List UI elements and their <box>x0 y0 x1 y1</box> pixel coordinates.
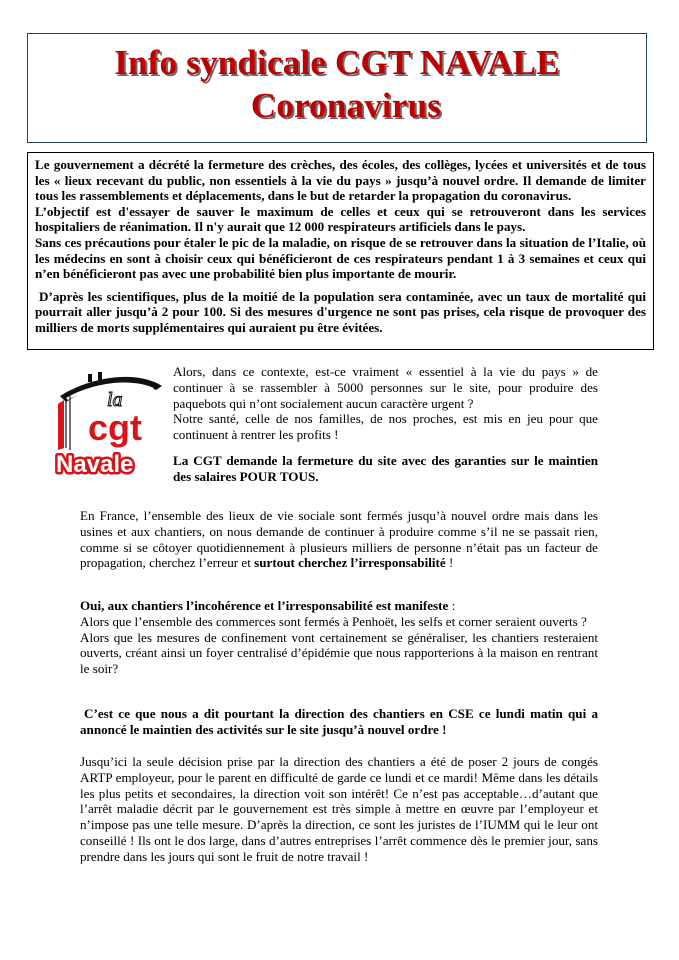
france-section <box>80 508 598 571</box>
incoherence-section <box>80 598 598 677</box>
intro-paragraph: D’après les scientifiques, plus de la moitié de la population sera contaminée, avec un taux de mortalité qui pourrait aller jusqu’à 2 pour 100. Si des mesures d'urgence ne sont pas prises, cela risque de provoquer des milliers de morts supplémentaires qui auraient pu être évitées. <box>35 288 646 335</box>
intro-box <box>27 152 654 350</box>
cgt-demand: La CGT demande la fermeture du site avec des garanties sur le maintien des salaires POUR TOUS. <box>173 452 598 484</box>
cse-section <box>80 706 598 738</box>
cgt-navale-logo <box>52 368 167 488</box>
page-title: Info syndicale CGT NAVALE <box>114 43 560 82</box>
paragraph: Notre santé, celle de nos familles, de nos proches, est mis en jeu pour que continuent à rentrer les profits ! <box>173 411 598 443</box>
paragraph: Alors, dans ce contexte, est-ce vraiment « essentiel à la vie du pays » de continuer à se rassembler à 5000 personnes sur le site, pour produire des paquebots qui n’ont socialement aucun caractère urgent ? <box>173 364 598 411</box>
decision-section <box>80 754 598 865</box>
paragraph: Jusqu’ici la seule décision prise par la direction des chantiers a été de poser 2 jours de congés ARTP employeur, pour le parent en difficulté de garde ce lundi et ce mardi! Même dans les détails les plus petits et secondaires, la direction voit son intérêt! Ce n’est pas acceptable…d’autant que l’arrêt maladie décrit par le gouvernement est très simple à mettre en œuvre par l’employeur et n’impose pas une telle mesure. D’après la direction, ce sont les juristes de l’IUMM qui le leur ont conseillé ! Ils ont le dos large, dans d’autres entreprises l’arrêt commence dès le premier jour, sans prendre dans les jours qui sont le fruit de notre travail ! <box>80 754 598 864</box>
page-subtitle: Coronavirus <box>250 86 442 125</box>
logo-word-la: la <box>107 389 123 411</box>
paragraph <box>80 508 598 571</box>
title-box <box>27 33 647 143</box>
logo-ship-bow <box>58 400 64 450</box>
heading-text: Oui, aux chantiers l’incohérence et l’irresponsabilité est manifeste <box>80 598 449 613</box>
intro-paragraph: Le gouvernement a décrété la fermeture des crèches, des écoles, des collèges, lycées et universités et de tous les « lieux recevant du public, non essentiels à la vie du pays » jusqu’à nouvel ordre. Il demande de limiter tous les rassemblements et déplacements, dans le but de retarder la propagation du coronavirus. <box>35 157 646 204</box>
paragraph: Alors que l’ensemble des commerces sont fermés à Penhoët, les selfs et corner seraient ouverts ? <box>80 613 587 629</box>
intro-paragraph: L’objectif est d'essayer de sauver le maximum de celles et ceux qui se retrouveront dans les services hospitaliers de réanimation. Il n'y aurait que 12 000 respirateurs artificiels dans le pays. <box>35 203 646 235</box>
paragraph-text: En France, l’ensemble des lieux de vie sociale sont fermés jusqu’à nouvel ordre mais dans les usines et aux chantiers, on nous demande de continuer à produire comme s’il ne se passait rien, comme si se côtoyer quotidiennement à plusieurs milliers de personne n’était pas un facteur de propagation, cherchez l’erreur et <box>80 508 598 571</box>
section-heading <box>80 598 598 614</box>
logo-word-navale: Navale <box>56 451 134 478</box>
logo-funnel <box>88 374 92 382</box>
heading-end: : <box>451 598 456 613</box>
intro-paragraph: Sans ces précautions pour étaler le pic de la maladie, on risque de se retrouver dans la situation de l’Italie, où les médecins en sont à choisir ceux qui bénéficieront de ces respirateurs pendant 1 à 3 semaines et ceux qui n’en bénéficieront pas avec une probabilité bien plus importante de mourir. <box>35 234 646 282</box>
logo-funnel <box>98 372 102 380</box>
context-section <box>173 364 598 485</box>
logo-word-cgt: cgt <box>88 407 142 448</box>
paragraph: Alors que les mesures de confinement vont certainement se généraliser, les chantiers resteraient ouverts, créant ainsi un foyer centralisé d’épidémie que nous rapporterions à la maison en rentrant le soir? <box>80 629 598 677</box>
paragraph: C’est ce que nous a dit pourtant la direction des chantiers en CSE ce lundi matin qui a annoncé le maintien des activités sur le site jusqu’à nouvel ordre ! <box>80 706 598 737</box>
emphasis-text: surtout cherchez l’irresponsabilité <box>254 555 446 571</box>
paragraph-end: ! <box>448 555 454 571</box>
